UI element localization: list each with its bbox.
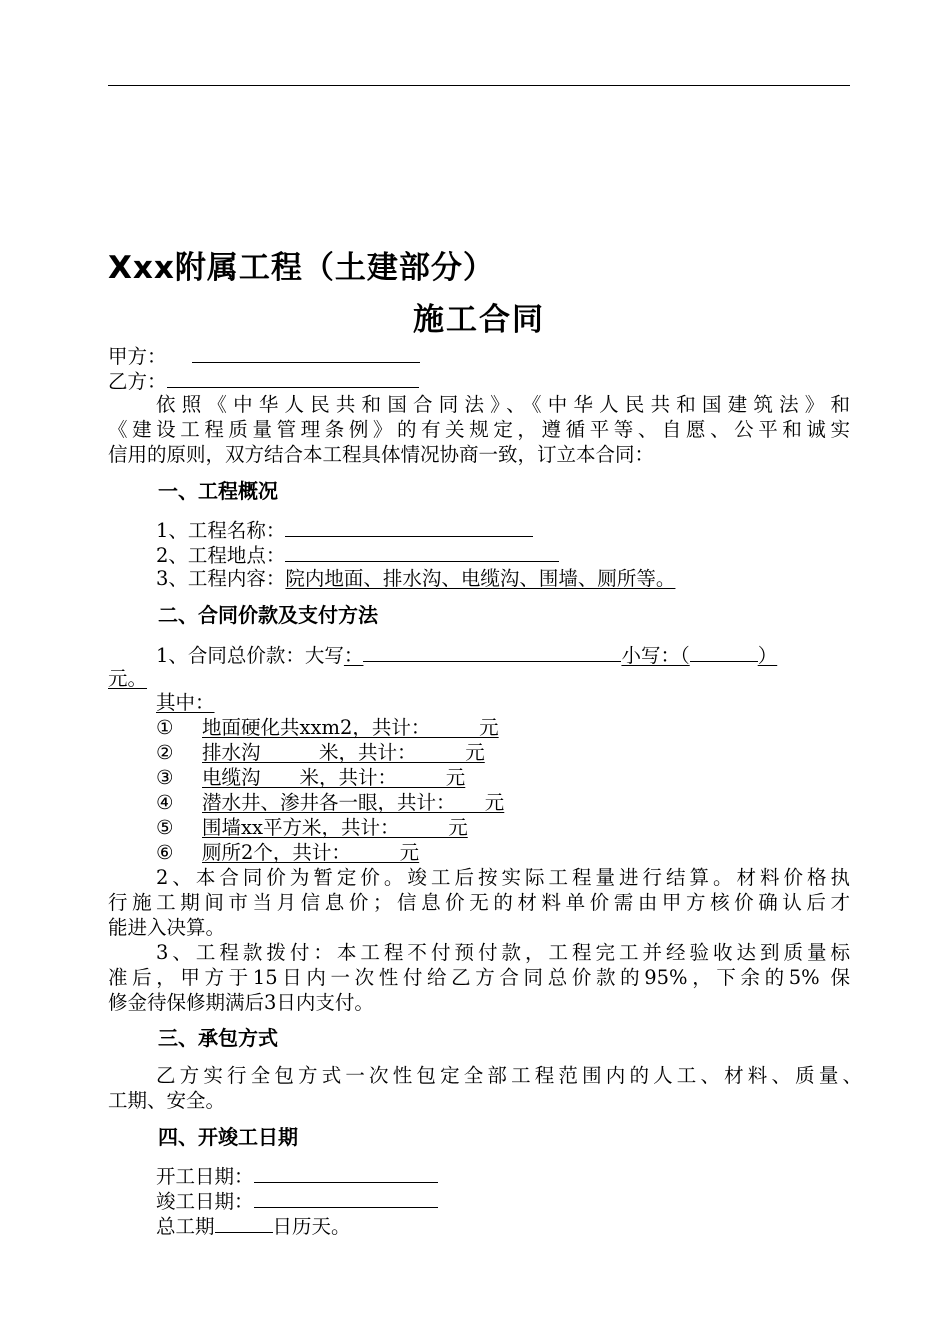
party-b-blank — [167, 367, 419, 388]
project-name-label: 1、工程名称： — [156, 519, 286, 542]
cost-item — [156, 790, 504, 815]
total-duration-blank — [215, 1212, 273, 1233]
cost-item-number: ② — [156, 741, 174, 764]
section-heading-dates: 四、开竣工日期 — [158, 1125, 298, 1149]
total-duration-prefix: 总工期 — [156, 1215, 215, 1238]
cost-item-number: ⑥ — [156, 841, 174, 864]
project-name-blank — [285, 516, 533, 537]
price-clause-line-1: 2、本合同价为暂定价。竣工后按实际工程量进行结算。材料价格执 — [156, 866, 850, 889]
contracting-line-1: 乙方实行全包方式一次性包定全部工程范围内的人工、材料、质量、 — [156, 1064, 862, 1087]
project-name-line — [156, 516, 533, 543]
cost-item-text: 潜水井、渗井各一眼，共计： 元 — [202, 791, 505, 814]
party-a-blank — [192, 342, 420, 363]
cost-item-text: 排水沟 米，共计： 元 — [202, 741, 485, 764]
cost-item-text: 地面硬化共xxm2，共计： 元 — [202, 716, 499, 739]
total-duration-suffix: 日历天。 — [272, 1215, 351, 1238]
contract-total-label: 1、合同总价款：大写 — [156, 644, 344, 667]
cost-item — [156, 765, 465, 790]
intro-line-2: 《建设工程质量管理条例》的有关规定，遵循平等、自愿、公平和诚实 — [108, 418, 850, 441]
end-date-label: 竣工日期： — [156, 1190, 254, 1213]
cost-item — [156, 815, 468, 840]
party-a-line — [108, 342, 420, 369]
payment-clause-line-1: 3、工程款拨付：本工程不付预付款，工程完工并经验收达到质量标 — [156, 941, 850, 964]
party-b-label: 乙方： — [108, 370, 167, 393]
contract-total-line — [156, 641, 777, 668]
intro-line-1: 依照《中华人民共和国合同法》、《中华人民共和国建筑法》和 — [156, 393, 850, 416]
start-date-blank — [254, 1162, 438, 1183]
contracting-line-2: 工期、安全。 — [108, 1089, 226, 1112]
cost-item-text: 电缆沟 米，共计： 元 — [202, 766, 466, 789]
total-small-label: 小写：（ — [621, 644, 690, 667]
end-date-line — [156, 1187, 438, 1214]
project-location-blank — [285, 541, 559, 562]
cost-item-text: 厕所2个，共计： 元 — [202, 841, 420, 864]
price-clause-line-3: 能进入决算。 — [108, 916, 226, 939]
document-subtitle: 施工合同 — [413, 302, 545, 338]
section-heading-overview: 一、工程概况 — [158, 479, 278, 503]
cost-item — [156, 715, 499, 740]
yuan-text: 元。 — [108, 667, 148, 690]
total-small-blank — [690, 641, 758, 662]
payment-clause-line-3: 修金待保修期满后3日内支付。 — [108, 991, 374, 1014]
total-uppercase-blank — [363, 641, 621, 662]
cost-item-number: ④ — [156, 791, 174, 814]
project-content-value: 院内地面、排水沟、电缆沟、围墙、厕所等。 — [285, 567, 676, 590]
cost-item-number: ⑤ — [156, 816, 174, 839]
end-date-blank — [254, 1187, 438, 1208]
project-location-line — [156, 541, 559, 568]
cost-item-text: 围墙xx平方米，共计： 元 — [202, 816, 468, 839]
total-duration-line — [156, 1212, 351, 1239]
total-small-close: ） — [757, 644, 778, 667]
section-heading-price: 二、合同价款及支付方法 — [158, 603, 378, 627]
start-date-line — [156, 1162, 438, 1189]
project-content-line — [156, 566, 675, 591]
among-line — [156, 690, 215, 715]
cost-item-number: ① — [156, 716, 174, 739]
cost-item — [156, 840, 419, 865]
among-label: 其中： — [156, 691, 215, 714]
party-a-label: 甲方： — [108, 345, 167, 368]
project-content-label: 3、工程内容： — [156, 567, 286, 590]
price-clause-line-2: 行施工期间市当月信息价；信息价无的材料单价需由甲方核价确认后才 — [108, 891, 850, 914]
party-b-line — [108, 367, 419, 394]
yuan-line — [108, 666, 147, 691]
cost-item-number: ③ — [156, 766, 174, 789]
project-location-label: 2、工程地点： — [156, 544, 286, 567]
payment-clause-line-2: 准后，甲方于15日内一次性付给乙方合同总价款的95%，下余的5% 保 — [108, 966, 850, 989]
start-date-label: 开工日期： — [156, 1165, 254, 1188]
cost-item — [156, 740, 485, 765]
contract-total-colon: ： — [343, 644, 364, 667]
section-heading-contracting: 三、承包方式 — [158, 1026, 278, 1050]
intro-line-3: 信用的原则，双方结合本工程具体情况协商一致，订立本合同： — [108, 443, 655, 466]
header-rule — [108, 85, 850, 86]
document-title: Xxx附属工程（土建部分） — [108, 250, 495, 286]
